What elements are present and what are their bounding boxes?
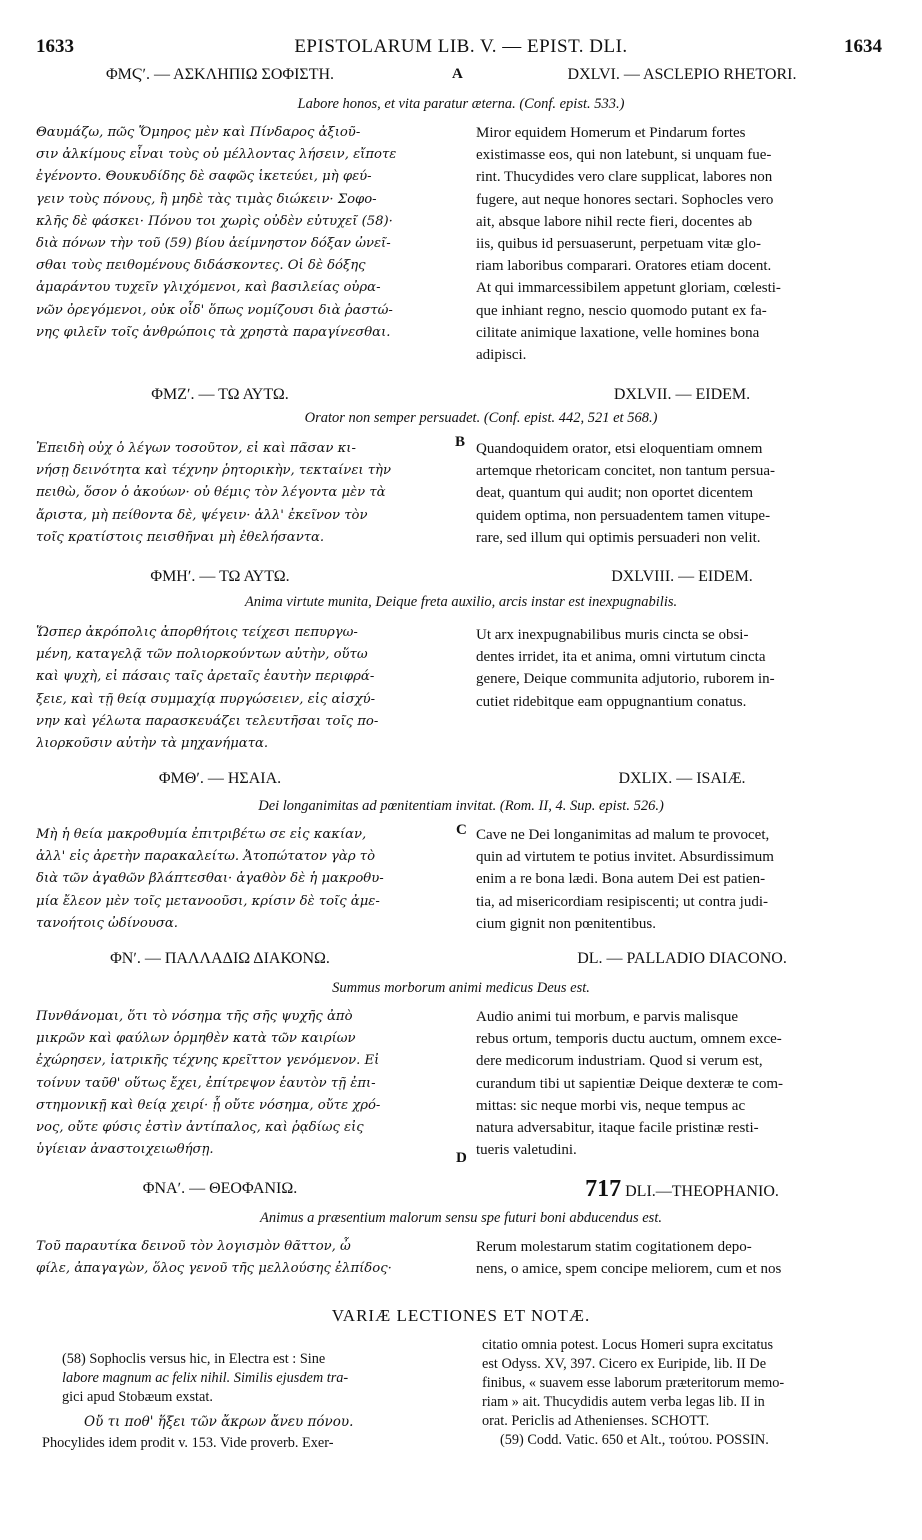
letter-summary: Labore honos, et vita paratur æterna. (Conf. epist. 533.) (297, 96, 625, 112)
text-line: adipisci. (476, 347, 527, 364)
text-line: dere medicorum industriam. Quod si verum est, (476, 1053, 763, 1070)
text-line: ὑγίειαν ἀναστοιχειωθήσῃ. (36, 1142, 214, 1158)
latin-text (476, 624, 886, 713)
text-line: μικρῶν καὶ φαύλων ὁρμηθὲν κατὰ τῶν καιρίων (36, 1031, 356, 1047)
note-line: (58) Sophoclis versus hic, in Electra est : Sine (62, 1351, 326, 1367)
latin-text (476, 1006, 886, 1161)
letter-heading-greek: ΦΜΘʹ. — ΗΣΑΙΑ. (158, 770, 282, 787)
note-line: orat. Periclis ad Athenienses. SCHOTT. (482, 1413, 710, 1429)
letter-heading-greek: ΦΜϚʹ. — ΑΣΚΛΗΠΙΩ ΣΟΦΙΣΤΗ. (105, 66, 335, 83)
letter-heading-greek: ΦΝΑʹ. — ΘΕΟΦΑΝΙΩ. (142, 1180, 298, 1197)
letter-heading-greek: ΦΜΖʹ. — ΤΩ ΑΥΤΩ. (151, 386, 289, 403)
note-line: finibus, « suavem esse laborum præteritorum memo- (482, 1375, 785, 1391)
latin-text (476, 824, 886, 935)
text-line: κλῆς δὲ φάσκει· Πόνου τοι χωρὶς οὐδὲν εὐτυχεῖ (58)· (36, 213, 393, 229)
text-line: rare, sed illum qui optimis persuaderi non velit. (476, 529, 761, 546)
text-line: ait, absque labore nihil recte fieri, docentes ab (476, 213, 753, 230)
text-line: λιορκοῦσιν αὐτὴν τὰ μηχανήματα. (36, 736, 269, 752)
text-line: γειν τοὺς πόνους, ἢ μηδὲ τὰς τιμὰς διώκειν· Σοφο- (36, 191, 377, 207)
greek-text (36, 122, 454, 344)
text-line: curandum tibi ut sapientiæ Deique dexteræ te com- (476, 1075, 784, 1092)
greek-text (36, 1006, 454, 1161)
latin-text (476, 1236, 886, 1280)
text-line: ἀμαράντου τυχεῖν γλιχόμενοι, καὶ βασιλείας οὐρα- (36, 280, 381, 296)
text-line: τοῖς κρατίστοις πεισθῆναι μὴ ἐθελήσαντα. (36, 529, 325, 545)
text-line: διὰ πόνων τὴν τοῦ (59) βίου ἀείμνηστον δόξαν ὠνεῖ- (36, 236, 391, 252)
text-line: μένη, καταγελᾷ τῶν πολιορκούντων αὐτὴν, οὕτω (36, 647, 368, 663)
latin-text (476, 122, 886, 366)
text-line: deat, quantum qui audit; non oportet dicentem (476, 485, 754, 502)
letter-summary: Animus a præsentium malorum sensu spe futuri boni abducendus est. (260, 1210, 662, 1226)
text-line: enim a re bona lædi. Bona autem Dei est patien- (476, 871, 766, 888)
letter-summary: Anima virtute munita, Deique freta auxilio, arcis instar est inexpugnabilis. (244, 594, 678, 610)
letter-summary: Dei longanimitas ad pœnitentiam invitat. (Rom. II, 4. Sup. epist. 526.) (258, 798, 664, 814)
text-line: quin ad virtutem te potius invitet. Absurdissimum (476, 849, 774, 866)
note-line: citatio omnia potest. Locus Homeri supra excitatus (482, 1337, 774, 1353)
text-line: σιν ἀλκίμους εἶναι τοὺς οὐ μέλλοντας λήσειν, εἴποτε (36, 147, 397, 163)
greek-text (36, 824, 454, 935)
note-line: (59) Codd. Vatic. 650 et Alt., τούτου. POSSIN. (500, 1432, 769, 1448)
text-line: νῶν ὀρεγόμενοι, οὐκ οἶδ' ὅπως νομίζουσι διὰ ῥαστώ- (36, 302, 393, 318)
text-line: natura adversabitur, itaque facile pristinæ resti- (476, 1120, 759, 1137)
text-line: στημονικῇ καὶ θείᾳ χειρί· ᾗ οὔτε νόσημα, οὔτε χρό- (36, 1097, 381, 1113)
note-line: labore magnum ac felix nihil. Similis ejusdem tra- (62, 1370, 349, 1386)
text-line: genere, Deique communita adjutorio, ruborem in- (476, 671, 775, 688)
running-header (0, 36, 922, 60)
text-line: cilitate animique laxatione, velle homines bona (476, 324, 760, 341)
note-line: riam » ait. Thucydidis autem verba legas lib. II in (482, 1394, 765, 1410)
text-line: ἄριστα, μὴ πείθοντα δὲ, ψέγειν· ἀλλ' ἐκεῖνον τὸν (36, 507, 368, 523)
letter-summary: Orator non semper persuadet. (Conf. epist. 442, 521 et 568.) (304, 410, 658, 426)
margin-mark-b: B (455, 434, 466, 450)
text-line: Τοῦ παραυτίκα δεινοῦ τὸν λογισμὸν θᾶττον, ὦ (36, 1239, 351, 1254)
text-line: rint. Thucydides vero clare supplicat, labores non (476, 169, 773, 186)
text-line: Ἐπειδὴ οὐχ ὁ λέγων τοσοῦτον, εἰ καὶ πᾶσαν κι- (36, 441, 356, 456)
note-line: est Odyss. XV, 397. Cicero ex Euripide, lib. II De (482, 1356, 767, 1372)
note-line: Phocylides idem prodit v. 153. Vide proverb. Exer- (42, 1435, 334, 1451)
greek-text (36, 438, 454, 549)
text-line: νην καὶ γέλωτα παρασκευάζει τελευτῆσαι τοῖς πο- (36, 713, 379, 729)
text-line: μία ἔλεον μὲν τοῖς μετανοοῦσι, κρίσιν δὲ τοῖς ἀμε- (36, 893, 380, 909)
letter-summary: Summus morborum animi medicus Deus est. (332, 980, 590, 996)
text-line: existimasse eos, qui non latebunt, si unquam fue- (476, 147, 772, 164)
text-line: φίλε, ἀπαγαγὼν, ὅλος γενοῦ τῆς μελλούσης ἐλπίδος· (36, 1261, 392, 1277)
greek-text (36, 1236, 454, 1280)
notes-title: VARIÆ LECTIONES ET NOTÆ. (331, 1306, 591, 1325)
text-line: καὶ ψυχὴ, εἰ πάσαις ταῖς ἀρεταῖς ἑαυτὴν περιφρά- (36, 669, 375, 685)
text-line: Θαυμάζω, πῶς Ὅμηρος μὲν καὶ Πίνδαρος ἀξιοῦ- (36, 125, 361, 140)
column-number: 717 (585, 1176, 622, 1202)
text-line: cutiet ridebitque eam oppugnantium conatus. (476, 693, 747, 710)
text-line: Μὴ ἡ θεία μακροθυμία ἐπιτριβέτω σε εἰς κακίαν, (36, 827, 367, 842)
text-line: Miror equidem Homerum et Pindarum fortes (476, 125, 746, 141)
text-line: ἐγένοντο. Θουκυδίδης δὲ σαφῶς ἱκετεύει, μὴ φεύ- (36, 169, 372, 185)
text-line: Cave ne Dei longanimitas ad malum te provocet, (476, 827, 770, 843)
letter-heading-greek: ΦΝʹ. — ΠΑΛΛΑΔΙΩ ΔΙΑΚΟΝΩ. (110, 950, 330, 967)
text-line: quidem optima, non persuadentem tamen vitupe- (476, 507, 771, 524)
letter-heading-greek: ΦΜΗʹ. — ΤΩ ΑΥΤΩ. (150, 568, 290, 585)
margin-mark-a: A (452, 66, 463, 82)
greek-text (36, 622, 454, 755)
letter-heading-latin: DXLVI. — ASCLEPIO RHETORI. (567, 66, 797, 83)
text-line: Rerum molestarum statim cogitationem depo- (476, 1239, 752, 1255)
text-line: artemque rhetoricam concitet, non tantum persua- (476, 463, 776, 480)
notes-right-column (482, 1336, 892, 1450)
text-line: ἐχώρησεν, ἰατρικῆς τέχνης κρεῖττον γενόμενον. Εἰ (36, 1053, 380, 1069)
page-number-left: 1633 (36, 36, 74, 57)
text-line: dentes irridet, ita et anima, omni virtutum cincta (476, 649, 766, 666)
text-line: rebus ortum, temporis ductu auctum, omnem exce- (476, 1031, 782, 1048)
latin-text (476, 438, 886, 549)
text-line: τανοήτοις ὠδίνουσα. (36, 915, 178, 931)
text-line: Quandoquidem orator, etsi eloquentiam omnem (476, 441, 763, 457)
text-line: τοίνυν ταῦθ' οὕτως ἔχει, ἐπίτρεψον ἑαυτὸν τῇ ἐπι- (36, 1075, 376, 1091)
text-line: νος, οὔτε φύσις ἐστὶν ἀντίπαλος, καὶ ῥᾳδίως εἰς (36, 1120, 364, 1136)
text-line: διὰ τῶν ἀγαθῶν βλάπτεσθαι· ἀγαθὸν δὲ ἡ μακροθυ- (36, 871, 384, 887)
letter-heading-latin: DLI.—THEOPHANIO. (625, 1183, 779, 1200)
letter-heading-latin-block (462, 1176, 902, 1203)
running-title: EPISTOLARUM LIB. V. — EPIST. DLI. (294, 36, 628, 57)
text-line: πειθὼ, ὅσον ὁ ἀκούων· οὐ θέμις τὸν λέγοντα μὲν τὰ (36, 485, 386, 501)
text-line: tia, ad misericordiam resipiscenti; ut contra judi- (476, 893, 768, 910)
text-line: cium gignit non pœnitentibus. (476, 915, 656, 932)
text-line: At qui immarcessibilem appetunt gloriam, cœlesti- (476, 280, 781, 297)
text-line: nens, o amice, spem concipe meliorem, cum et nos (476, 1261, 782, 1278)
text-line: riam laboribus comparari. Oratores etiam docent. (476, 258, 772, 275)
text-line: Ut arx inexpugnabilibus muris cincta se obsi- (476, 627, 749, 643)
page-number-right: 1634 (844, 36, 882, 57)
text-line: σθαι τοὺς πειθομένους διδάσκοντες. Οἱ δὲ δόξης (36, 258, 366, 274)
letter-heading-latin: DXLVII. — EIDEM. (613, 386, 751, 403)
text-line: Audio animi tui morbum, e parvis malisque (476, 1009, 739, 1025)
margin-mark-c: C (456, 822, 467, 838)
text-line: ἀλλ' εἰς ἀρετὴν παρακαλείτω. Ἀτοπώτατον γὰρ τὸ (36, 849, 376, 865)
text-line: mittas: sic neque morbi vis, neque tempus ac (476, 1097, 746, 1114)
letter-heading-latin: DL. — PALLADIO DIACONO. (577, 950, 787, 967)
text-line: νης φιλεῖν τοῖς ἀνθρώποις τὰ χρηστὰ παραγίνεσθαι. (36, 324, 391, 340)
letter-heading-latin: DXLIX. — ISAIÆ. (618, 770, 746, 787)
text-line: Ὥσπερ ἀκρόπολις ἀπορθήτοις τείχεσι πεπυργω- (36, 625, 358, 640)
text-line: fugere, aut neque honores sectari. Sophocles vero (476, 191, 774, 208)
note-line: gici apud Stobæum exstat. (62, 1389, 213, 1405)
text-line: tueris valetudini. (476, 1142, 577, 1159)
note-verse: Οὔ τι ποθ' ἥξει τῶν ἄκρων ἄνευ πόνου. (84, 1414, 354, 1430)
letter-heading-latin: DXLVIII. — EIDEM. (611, 568, 753, 585)
margin-mark-d: D (456, 1150, 467, 1166)
text-line: Πυνθάνομαι, ὅτι τὸ νόσημα τῆς σῆς ψυχῆς ἀπὸ (36, 1009, 353, 1024)
text-line: que inhiant regno, nescio quomodo putant ex fa- (476, 302, 767, 319)
text-line: νήσῃ δεινότητα καὶ τέχνην ῥητορικὴν, τεκταίνει τὴν (36, 463, 391, 479)
notes-left-column (42, 1350, 462, 1453)
text-line: ξειε, καὶ τῇ θείᾳ συμμαχίᾳ πυργώσειεν, εἰς αἰσχύ- (36, 691, 376, 707)
text-line: iis, quibus id persuaserunt, perpetuam vitæ glo- (476, 236, 761, 253)
